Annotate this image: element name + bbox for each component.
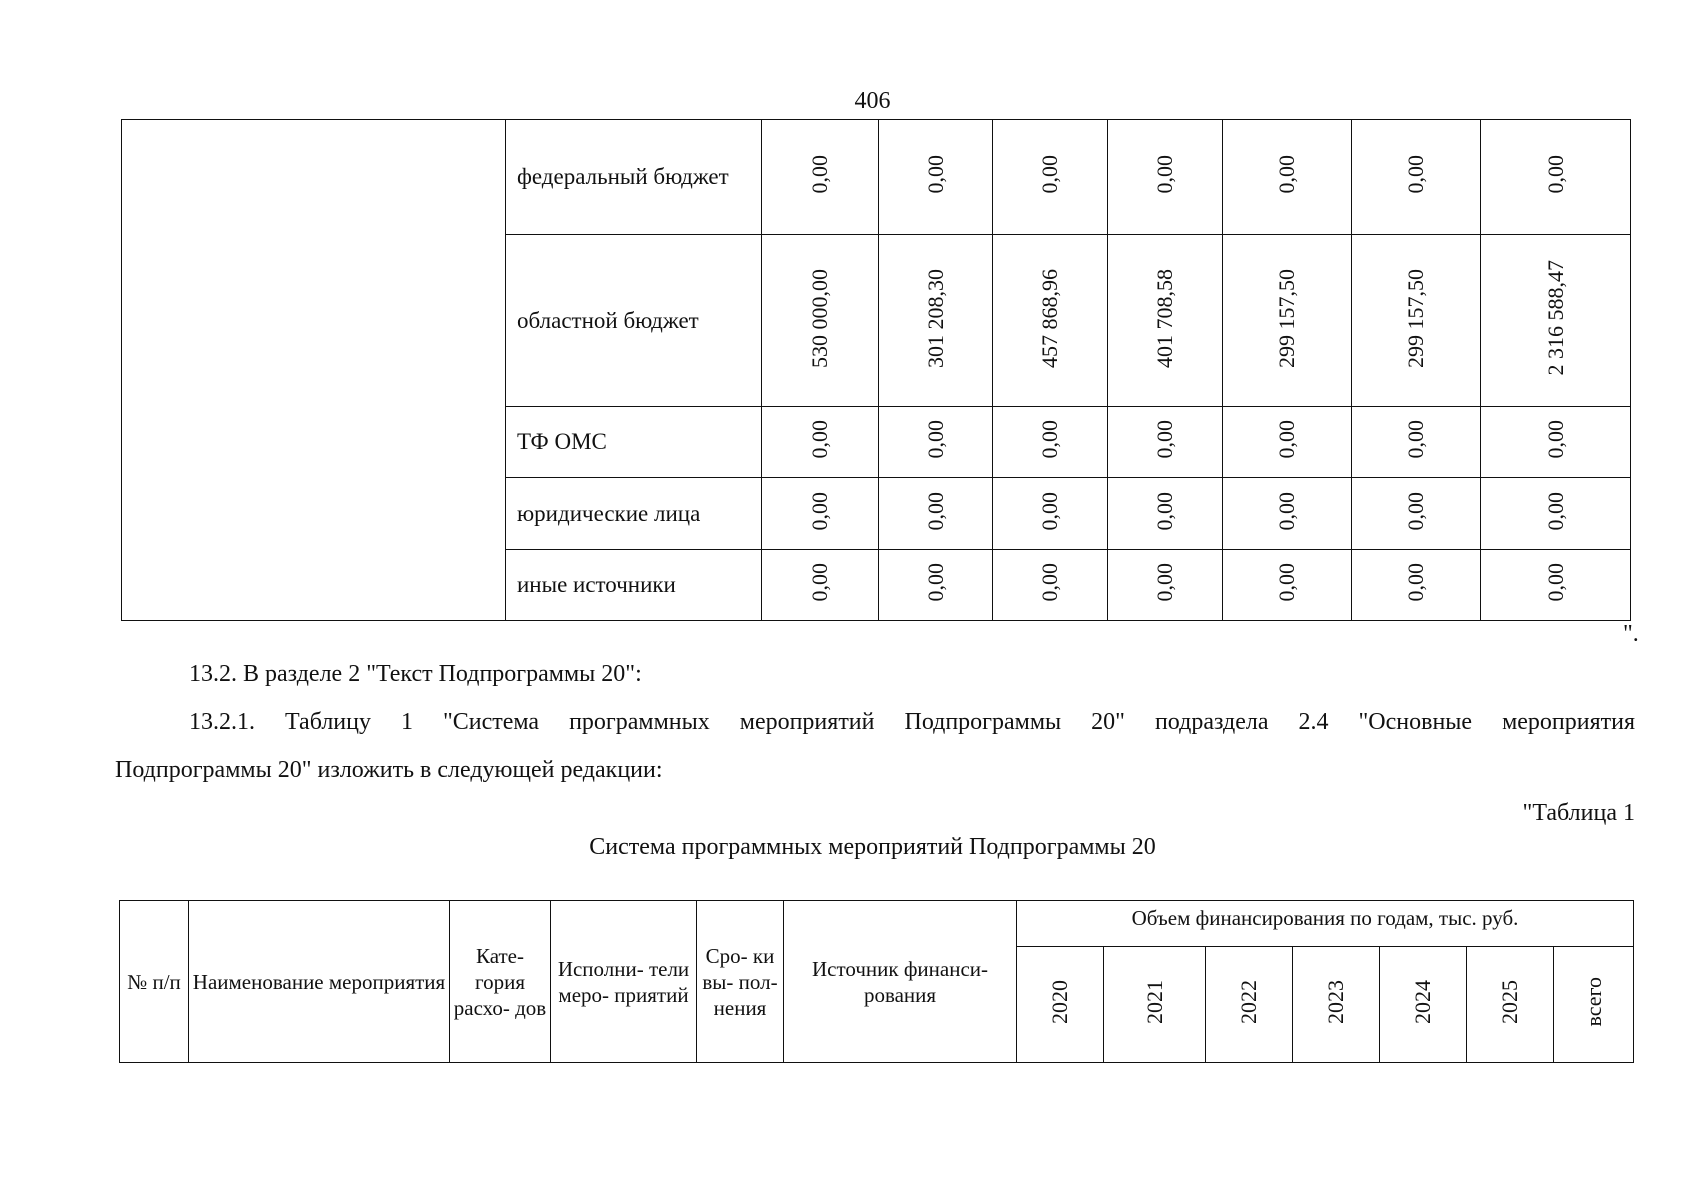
source-label: иные источники (506, 550, 762, 621)
value-cell: 0,00 (762, 120, 879, 235)
paragraph-13-2: 13.2. В разделе 2 "Текст Подпрограммы 20": (189, 661, 642, 687)
value-cell: 0,00 (1223, 407, 1352, 478)
value-cell: 0,00 (1481, 120, 1631, 235)
value-cell: 0,00 (1481, 407, 1631, 478)
value-cell: 0,00 (993, 120, 1108, 235)
value-cell: 0,00 (879, 478, 993, 550)
merged-empty-cell (122, 120, 506, 621)
header-funding-source: Источник финанси- рования (784, 901, 1017, 1063)
source-label: федеральный бюджет (506, 120, 762, 235)
source-label: областной бюджет (506, 235, 762, 407)
table-row (122, 120, 1631, 235)
value-cell: 0,00 (993, 550, 1108, 621)
value-cell: 0,00 (762, 550, 879, 621)
header-total: всего (1554, 947, 1634, 1063)
header-number: № п/п (120, 901, 189, 1063)
value-cell: 0,00 (879, 407, 993, 478)
table-header-row (120, 901, 1634, 947)
paragraph-13-2-1: 13.2.1. Таблицу 1 "Система программных мероприятий Подпрограммы 20" подраздела 2.4 "Основные мероприятия (189, 709, 1635, 735)
header-year: 2020 (1017, 947, 1104, 1063)
value-cell: 0,00 (762, 478, 879, 550)
value-cell: 0,00 (1352, 478, 1481, 550)
value-cell: 0,00 (1352, 550, 1481, 621)
header-funding-volume: Объем финансирования по годам, тыс. руб. (1017, 901, 1634, 947)
table-title: Система программных мероприятий Подпрограммы 20 (589, 834, 1156, 860)
value-cell: 2 316 588,47 (1481, 235, 1631, 407)
value-cell: 0,00 (1108, 478, 1223, 550)
value-cell: 0,00 (1108, 550, 1223, 621)
value-cell: 0,00 (1223, 478, 1352, 550)
source-label: юридические лица (506, 478, 762, 550)
header-expense-category: Кате- гория расхо- дов (450, 901, 551, 1063)
header-activity-name: Наименование мероприятия (189, 901, 450, 1063)
header-year: 2025 (1467, 947, 1554, 1063)
value-cell: 0,00 (762, 407, 879, 478)
value-cell: 299 157,50 (1352, 235, 1481, 407)
value-cell: 301 208,30 (879, 235, 993, 407)
value-cell: 0,00 (879, 550, 993, 621)
source-label: ТФ ОМС (506, 407, 762, 478)
value-cell: 0,00 (1481, 550, 1631, 621)
value-cell: 0,00 (993, 478, 1108, 550)
value-cell: 0,00 (1481, 478, 1631, 550)
value-cell: 0,00 (1352, 120, 1481, 235)
closing-quote: ". (1623, 621, 1639, 647)
value-cell: 457 868,96 (993, 235, 1108, 407)
header-year: 2023 (1293, 947, 1380, 1063)
value-cell: 0,00 (1352, 407, 1481, 478)
value-cell: 530 000,00 (762, 235, 879, 407)
header-executors: Исполни- тели меро- приятий (551, 901, 697, 1063)
value-cell: 0,00 (1223, 120, 1352, 235)
table-label: "Таблица 1 (1522, 800, 1635, 826)
header-year: 2021 (1104, 947, 1206, 1063)
header-year: 2024 (1380, 947, 1467, 1063)
program-activities-table (119, 900, 1634, 1063)
value-cell: 0,00 (993, 407, 1108, 478)
value-cell: 401 708,58 (1108, 235, 1223, 407)
value-cell: 0,00 (1223, 550, 1352, 621)
value-cell: 299 157,50 (1223, 235, 1352, 407)
header-terms: Сро- ки вы- пол- нения (697, 901, 784, 1063)
header-year: 2022 (1206, 947, 1293, 1063)
page-number: 406 (854, 88, 891, 114)
value-cell: 0,00 (1108, 120, 1223, 235)
paragraph-13-2-1-continued: Подпрограммы 20" изложить в следующей редакции: (115, 757, 663, 783)
value-cell: 0,00 (1108, 407, 1223, 478)
value-cell: 0,00 (879, 120, 993, 235)
funding-sources-table (121, 119, 1631, 621)
